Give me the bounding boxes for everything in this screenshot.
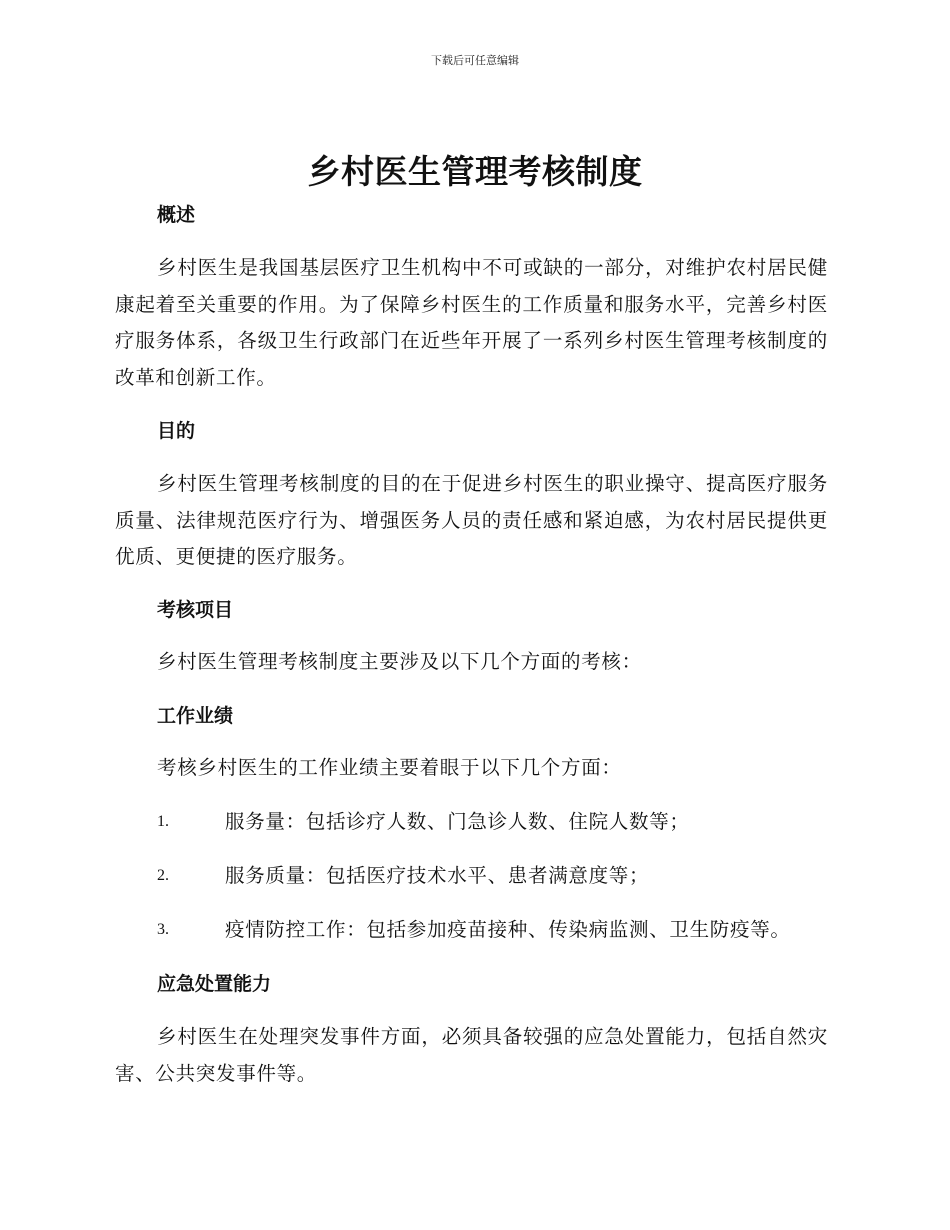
paragraph-items: 乡村医生管理考核制度主要涉及以下几个方面的考核： xyxy=(157,650,642,673)
list-item-text: 服务质量：包括医疗技术水平、患者满意度等； xyxy=(225,864,650,887)
header-note: 下载后可任意编辑 xyxy=(431,54,519,67)
section-heading-performance: 工作业绩 xyxy=(157,705,234,727)
document-title: 乡村医生管理考核制度 xyxy=(307,152,643,191)
section-heading-items: 考核项目 xyxy=(157,599,234,621)
section-heading-overview: 概述 xyxy=(157,204,196,226)
list-item-number: 3. xyxy=(157,921,169,938)
list-item-number: 2. xyxy=(157,867,169,884)
list-item-text: 服务量：包括诊疗人数、门急诊人数、住院人数等； xyxy=(225,810,690,833)
section-heading-purpose: 目的 xyxy=(157,420,196,442)
paragraph-performance: 考核乡村医生的工作业绩主要着眼于以下几个方面： xyxy=(157,756,622,779)
list-item xyxy=(157,809,847,835)
section-heading-emergency: 应急处置能力 xyxy=(157,973,272,995)
paragraph-overview: 乡村医生是我国基层医疗卫生机构中不可或缺的一部分，对维护农村居民健康起着至关重要的作用。为了保障乡村医生的工作质量和服务水平，完善乡村医疗服务体系，各级卫生行政部门在近些年开展了一系列乡村医生管理考核制度的改革和创新工作。 xyxy=(115,256,828,389)
list-item-number: 1. xyxy=(157,813,169,830)
paragraph-purpose: 乡村医生管理考核制度的目的在于促进乡村医生的职业操守、提高医疗服务质量、法律规范医疗行为、增强医务人员的责任感和紧迫感，为农村居民提供更优质、更便捷的医疗服务。 xyxy=(115,472,828,568)
list-item xyxy=(157,917,847,943)
paragraph-emergency: 乡村医生在处理突发事件方面，必须具备较强的应急处置能力，包括自然灾害、公共突发事件等。 xyxy=(115,1025,828,1085)
list-item-text: 疫情防控工作：包括参加疫苗接种、传染病监测、卫生防疫等。 xyxy=(225,918,791,941)
list-item xyxy=(157,863,847,889)
